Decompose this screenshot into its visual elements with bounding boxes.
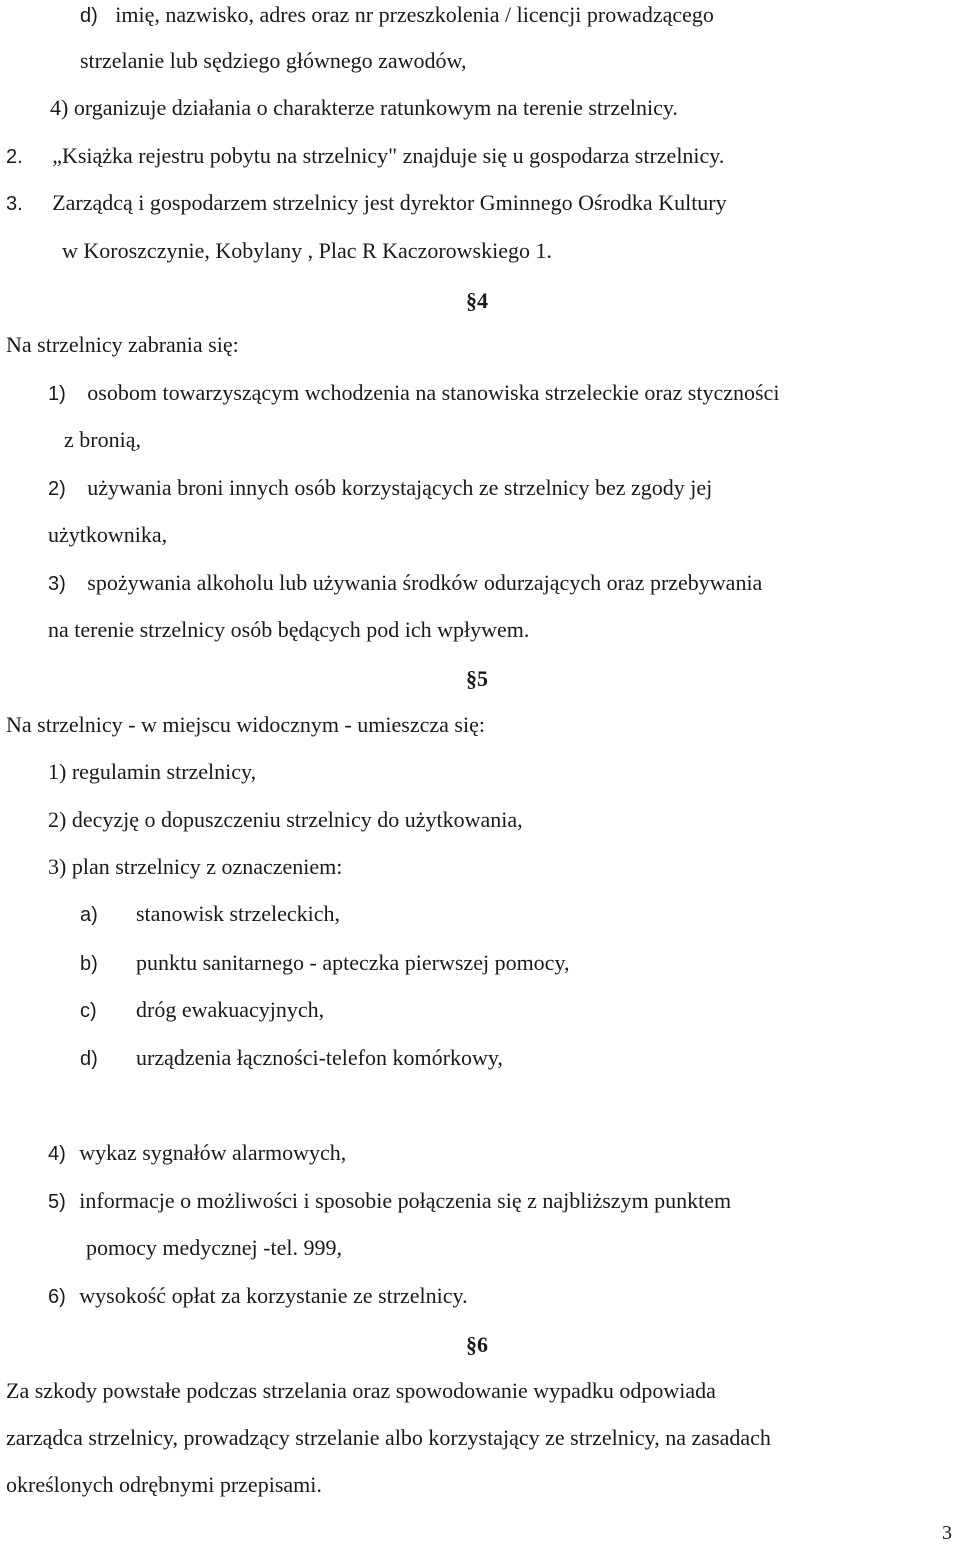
section-number: 6	[477, 1332, 488, 1357]
section-5-item-5-continuation: pomocy medycznej -tel. 999,	[86, 1235, 342, 1260]
paragraph-label: 3.	[6, 193, 23, 215]
section-5-subitem-a	[80, 901, 340, 928]
paragraph-text: „Książka rejestru pobytu na strzelnicy" znajduje się u gospodarza strzelnicy.	[52, 143, 725, 168]
item-label: 5)	[48, 1191, 66, 1213]
section-4-item-1	[48, 380, 779, 407]
item-label: d)	[80, 5, 98, 27]
item-text: wysokość opłat za korzystanie ze strzelnicy.	[79, 1283, 468, 1308]
item-text: spożywania alkoholu lub używania środków odurzających oraz przebywania	[87, 570, 763, 595]
paragraph-3	[6, 190, 727, 217]
section-sign: §	[466, 288, 477, 313]
section-5-subitem-d	[80, 1045, 503, 1072]
item-label: 2)	[48, 478, 66, 500]
section-5-heading	[466, 666, 488, 692]
section-sign: §	[466, 1332, 477, 1357]
item-text: osobom towarzyszącym wchodzenia na stanowiska strzeleckie oraz styczności	[87, 380, 780, 405]
paragraph-label: 2.	[6, 146, 23, 168]
item-d-top-continuation: strzelanie lub sędziego głównego zawodów,	[80, 48, 467, 73]
section-5-item-4	[48, 1140, 346, 1167]
section-5-item-3: 3) plan strzelnicy z oznaczeniem:	[48, 854, 343, 879]
section-4-item-3	[48, 570, 762, 597]
item-label: 1)	[48, 383, 66, 405]
section-5-subitem-c	[80, 997, 324, 1024]
subitem-label: d)	[80, 1048, 98, 1070]
subitem-label: a)	[80, 904, 98, 926]
section-4-intro: Na strzelnicy zabrania się:	[6, 332, 239, 357]
section-number: 5	[477, 666, 488, 691]
page-number: 3	[942, 1522, 952, 1544]
item-label: 6)	[48, 1286, 66, 1308]
section-number: 4	[477, 288, 488, 313]
subitem-text: stanowisk strzeleckich,	[136, 901, 341, 926]
section-4-item-2	[48, 475, 712, 502]
paragraph-3-continuation: w Koroszczynie, Kobylany , Plac R Kaczorowskiego 1.	[62, 238, 552, 263]
section-5-item-5	[48, 1188, 731, 1215]
subitem-label: c)	[80, 1000, 97, 1022]
section-4-item-1-continuation: z bronią,	[64, 427, 141, 452]
section-6-line-2: zarządca strzelnicy, prowadzący strzelanie albo korzystający ze strzelnicy, na zasadach	[6, 1425, 771, 1450]
subitem-label: b)	[80, 953, 98, 975]
section-6-line-1: Za szkody powstałe podczas strzelania oraz spowodowanie wypadku odpowiada	[6, 1378, 716, 1403]
subitem-text: dróg ewakuacyjnych,	[136, 997, 325, 1022]
section-5-intro: Na strzelnicy - w miejscu widocznym - umieszcza się:	[6, 712, 485, 737]
item-text: wykaz sygnałów alarmowych,	[79, 1140, 347, 1165]
subitem-text: urządzenia łączności-telefon komórkowy,	[136, 1045, 503, 1070]
section-6-heading	[466, 1332, 488, 1358]
section-4-item-2-continuation: użytkownika,	[48, 522, 168, 547]
item-text: informacje o możliwości i sposobie połączenia się z najbliższym punktem	[79, 1188, 732, 1213]
section-4-heading	[466, 288, 488, 314]
section-5-item-1: 1) regulamin strzelnicy,	[48, 759, 257, 784]
section-6-line-3: określonych odrębnymi przepisami.	[6, 1472, 322, 1497]
section-5-subitem-b	[80, 950, 570, 977]
item-text: imię, nazwisko, adres oraz nr przeszkolenia / licencji prowadzącego	[115, 2, 714, 27]
section-sign: §	[466, 666, 477, 691]
item-text: używania broni innych osób korzystających ze strzelnicy bez zgody jej	[87, 475, 713, 500]
section-5-item-2: 2) decyzję o dopuszczeniu strzelnicy do użytkowania,	[48, 807, 523, 832]
paragraph-text: Zarządcą i gospodarzem strzelnicy jest dyrektor Gminnego Ośrodka Kultury	[52, 190, 727, 215]
section-4-item-3-continuation: na terenie strzelnicy osób będących pod ich wpływem.	[48, 617, 530, 642]
item-4-rescue: 4) organizuje działania o charakterze ratunkowym na terenie strzelnicy.	[50, 95, 678, 120]
paragraph-2	[6, 143, 724, 170]
item-label: 3)	[48, 573, 66, 595]
section-5-item-6	[48, 1283, 468, 1310]
item-label: 4)	[48, 1143, 66, 1165]
subitem-text: punktu sanitarnego - apteczka pierwszej pomocy,	[136, 950, 570, 975]
item-d-top	[80, 2, 714, 29]
